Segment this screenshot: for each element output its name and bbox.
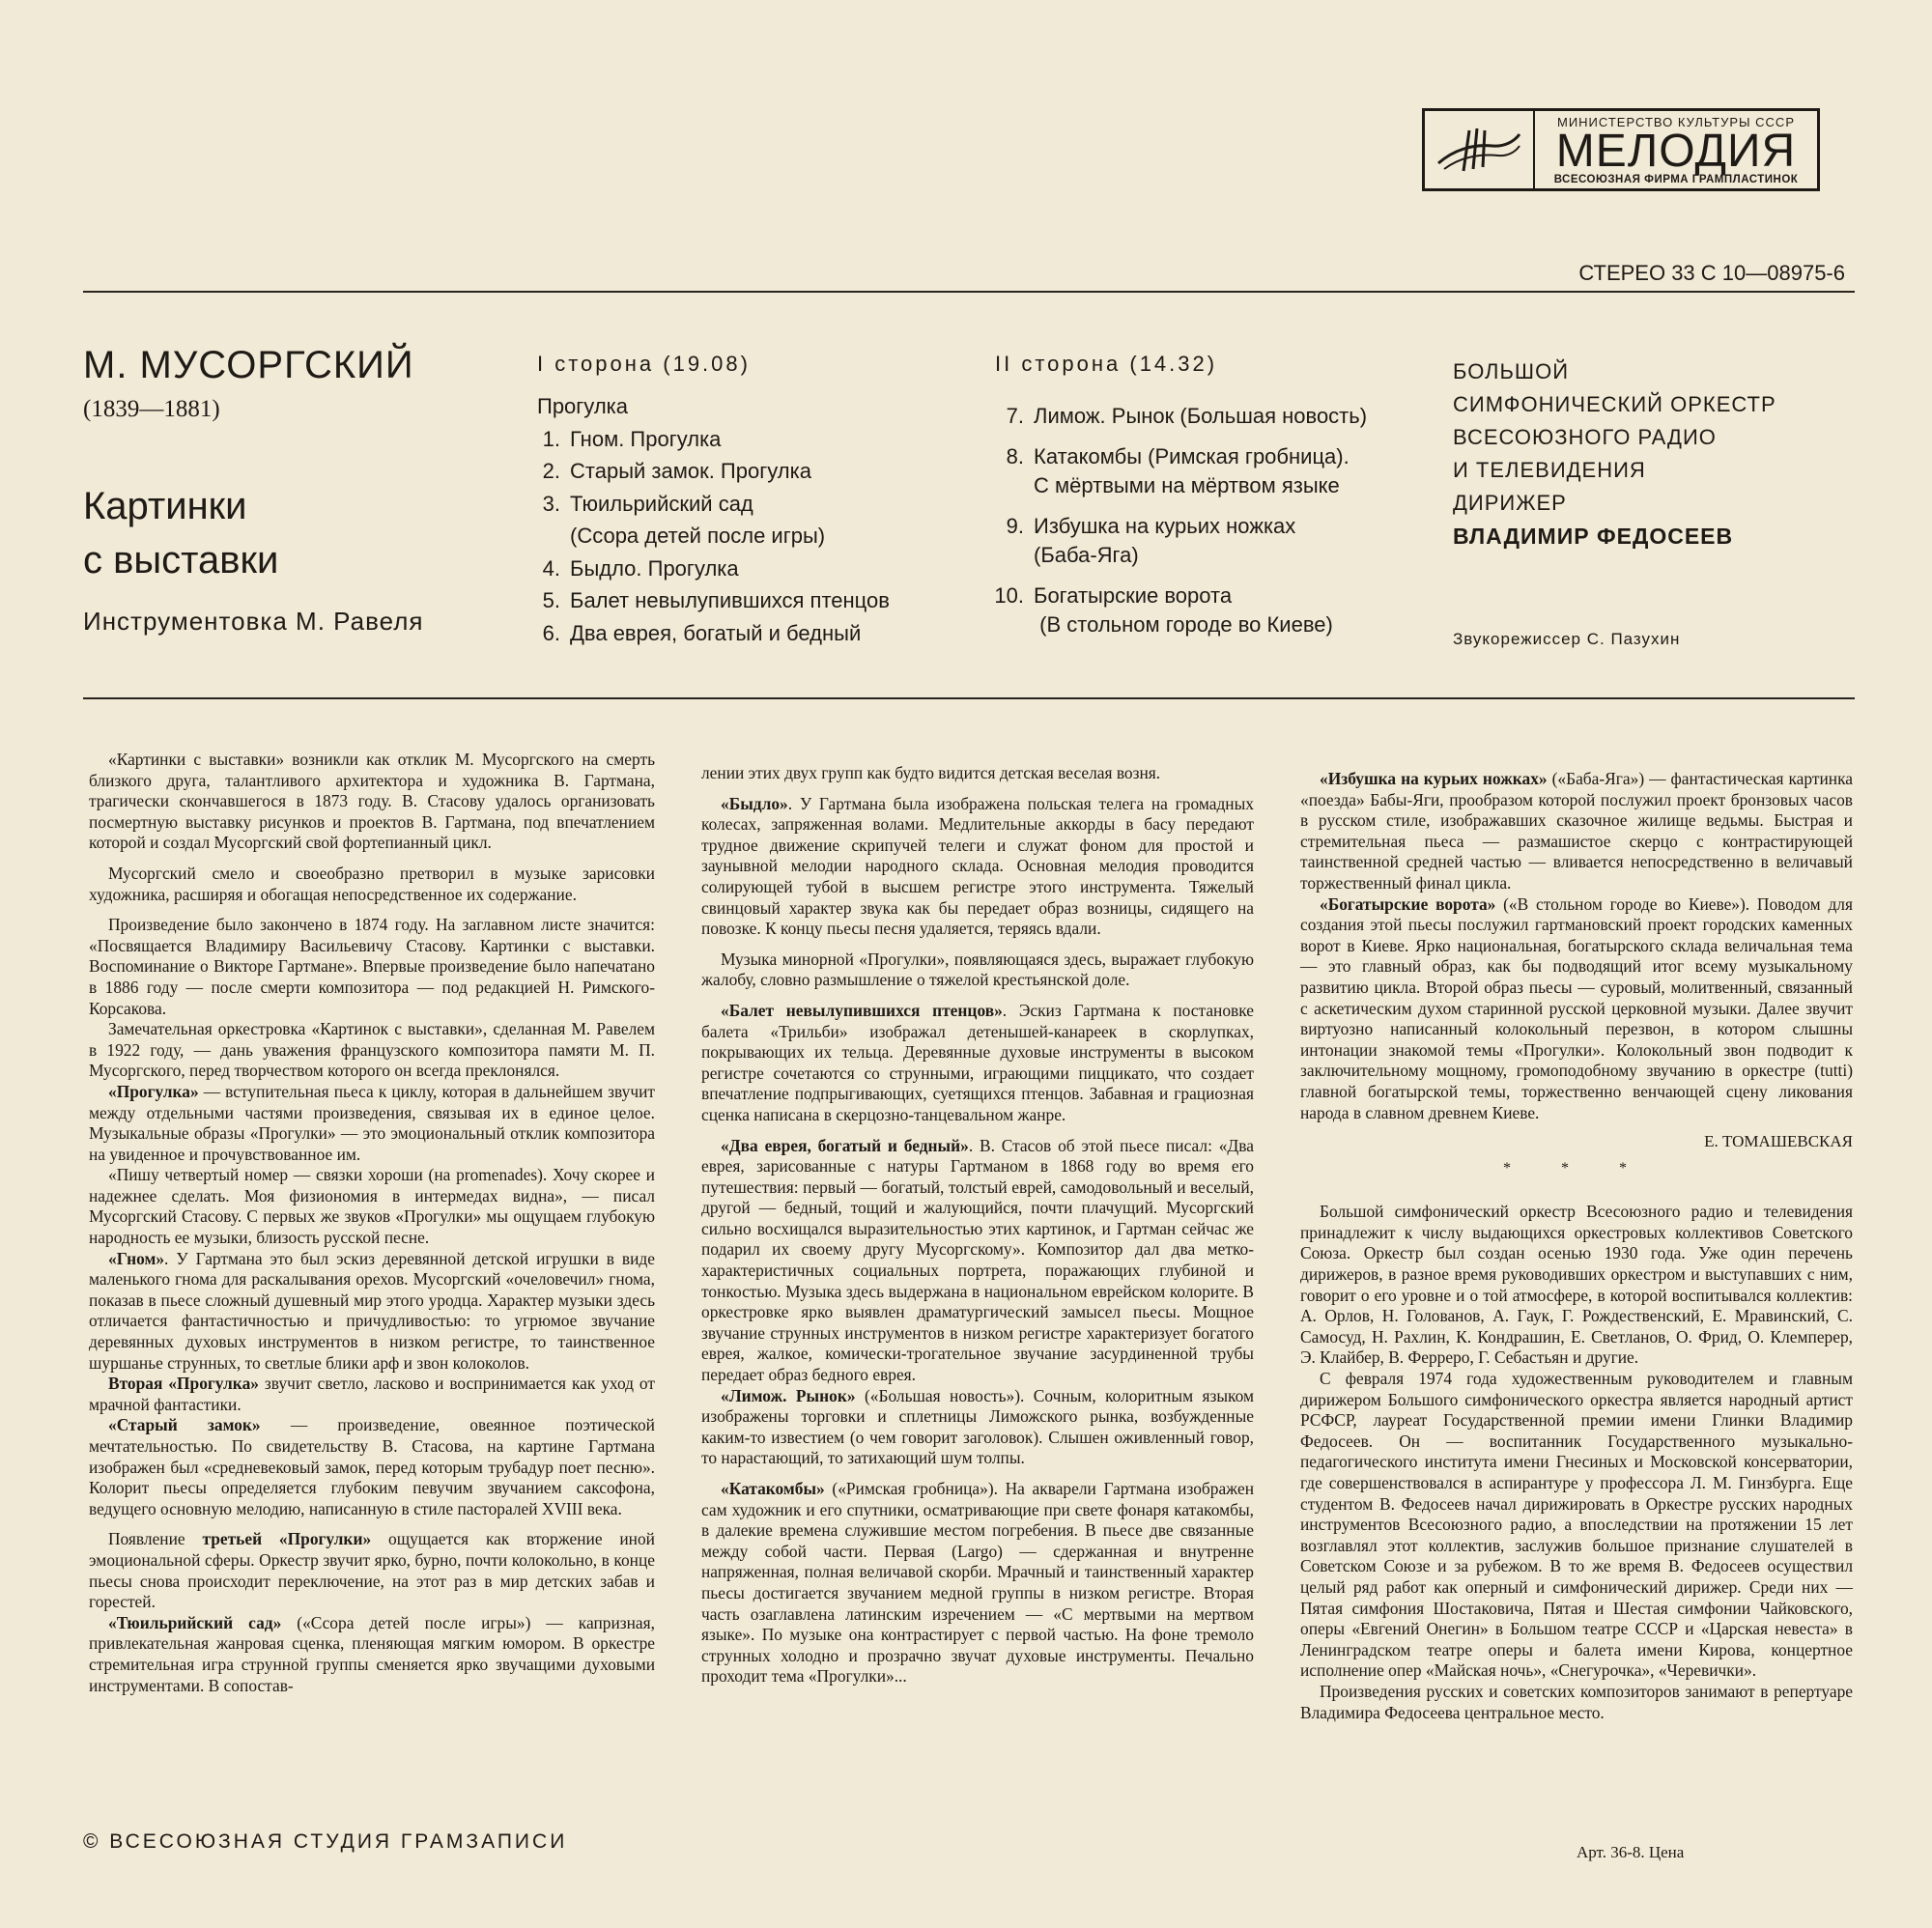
performer-line: И ТЕЛЕВИДЕНИЯ xyxy=(1453,458,1646,482)
copyright-notice: © ВСЕСОЮЗНАЯ СТУДИЯ ГРАМЗАПИСИ xyxy=(83,1830,568,1853)
text-column-1 xyxy=(89,750,655,1696)
side2-title: II сторона (14.32) xyxy=(995,352,1218,376)
track-item: 7. Лимож. Рынок (Большая новость) xyxy=(1006,404,1368,428)
track-item: 3. Тюильрийский сад (Ссора детей после игры) xyxy=(542,491,826,548)
text-column-3 xyxy=(1300,769,1853,1723)
top-divider xyxy=(83,291,1855,293)
track-item: 5. Балет невылупившихся птенцов xyxy=(542,588,890,612)
catalog-number: СТЕРЕО 33 С 10—08975-6 xyxy=(1578,261,1845,285)
paragraph: Большой симфонический оркестр Всесоюзного радио и телевидения принадлежит к числу выдающихся оркестровых коллективов Советского Союза. Оркестр был создан осенью 1930 года. Уже один перечень дирижеров, в разное время руководивших оркестром и выступавших с ним, говорит о его уровне и о той атмосфере, в которой воспитывался коллектив: А. Орлов, Н. Голованов, А. Гаук, Г. Рождественский, Е. Мравинский, С. Самосуд, Н. Рахлин, К. Кондрашин, Е. Светланов, О. Фрид, О. Клемперер, Э. Клайбер, В. Ферреро, Г. Себастьян и другие. xyxy=(1300,1202,1853,1368)
performer-line: ДИРИЖЕР xyxy=(1453,491,1567,515)
paragraph: Музыка минорной «Прогулки», появляющаяся здесь, выражает глубокую жалобу, словно размышление о тяжелой крестьянской доле. xyxy=(701,949,1254,990)
paragraph: С февраля 1974 года художественным руководителем и главным дирижером Большого симфонического оркестра является народный артист РСФСР, лауреат Государственной премии имени Глинки Владимир Федосеев. Он — воспитанник Государственного музыкально-педагогического института имени Гнесиных и Московской консерватории, где совершенствовался в аспирантуре у профессора Л. М. Гинзбурга. Еще студентом В. Федосеев начал дирижировать в Оркестре русских народных инструментов Всесоюзного радио, а впоследствии на протяжении 15 лет возглавлял этот коллектив, заслужив большое признание слушателей в Советском Союзе и за рубежом. В то же время В. Федосеев осуществил целый ряд работ как оперный и симфонический дирижер. Среди них — Пятая симфония Шостаковича, Пятая и Шестая симфонии Чайковского, оперы «Евгений Онегин» в Большом театре СССР и «Царская невеста» в Ленинградском театре оперы и балета имени Кирова, концертное исполнение опер «Майская ночь», «Снегурочка», «Черевички». xyxy=(1300,1369,1853,1681)
paragraph: «Быдло». У Гартмана была изображена польская телега на громадных колесах, запряженная волами. Медлительные аккорды в басу передают трудное движение скрипучей телеги и служат фоном для простой и заунывной мелодии народного склада. Основная мелодия проводится солирующей тубой в высшем регистре этого инструмента. Тяжелый свинцовый характер звука как бы передает образ возницы, сидящего на повозке. К концу пьесы песня удаляется, теряясь вдали. xyxy=(701,793,1254,939)
melodiya-logo xyxy=(1422,108,1820,191)
melodiya-mark-icon xyxy=(1425,111,1535,188)
text-column-3-orchestra xyxy=(1300,1202,1853,1723)
track-item: 10. Богатырские ворота (В стольном городе во Киеве) xyxy=(994,583,1333,637)
paragraph: «Лимож. Рынок» («Большая новость»). Сочным, колоритным языком изображены торговки и сплетницы Лиможского рынка, возбужденные каким-то известием (о чем говорит заголовок). Слышен оживленный говор, то нарастающий, то затихающий шум толпы. xyxy=(701,1385,1254,1468)
track-item: 9. Избушка на курьих ножках (Баба-Яга) xyxy=(1006,514,1296,567)
work-title-line1: Картинки xyxy=(83,485,247,527)
paragraph: «Гном». У Гартмана это был эскиз деревянной детской игрушки в виде маленького гнома для раскалывания орехов. Мусоргский «очеловечил» гнома, показав в пьесе сложный душевный мир этого уродца. Характер музыки здесь отличается фантастичностью и причудливостью: то угрюмое звучание деревянных духовых инструментов в низком регистре, то таинственное шуршанье струнных, то светлые блики арф и звон колоколов. xyxy=(89,1248,655,1373)
composer-name: М. МУСОРГСКИЙ xyxy=(83,344,414,386)
work-title xyxy=(83,479,278,587)
logo-brand: МЕЛОДИЯ xyxy=(1555,125,1797,177)
paragraph: Вторая «Прогулка» звучит светло, ласково и воспринимается как уход от мрачной фантастики. xyxy=(89,1374,655,1414)
side1-title: I сторона (19.08) xyxy=(537,352,751,376)
side1-intro: Прогулка xyxy=(537,394,629,418)
price-label: Арт. 36-8. Цена xyxy=(1577,1843,1685,1861)
track-item: 8. Катакомбы (Римская гробница). С мёртвыми на мёртвом языке xyxy=(1006,444,1350,497)
text-column-3-notes xyxy=(1300,769,1853,1123)
side1-tracklist xyxy=(537,390,890,649)
paragraph: «Пишу четвертый номер — связки хороши (на promenades). Хочу скорее и надежнее сделать. Моя физиономия в интермедах видна», — писал Мусоргский Стасову. С первых же звуков «Прогулки» мы ощущаем глубокую народность ее музыки, близость русской песне. xyxy=(89,1165,655,1248)
text-column-2 xyxy=(701,763,1254,1687)
track-item: 2. Старый замок. Прогулка xyxy=(542,459,811,483)
paragraph: Появление третьей «Прогулки» ощущается как вторжение иной эмоциональной сферы. Оркестр звучит ярко, бурно, почти колокольно, в конце пьесы снова происходит переключение, на этот раз в мир детских забав и горестей. xyxy=(89,1529,655,1612)
side2-tracklist xyxy=(985,402,1367,651)
paragraph: «Картинки с выставки» возникли как отклик М. Мусоргского на смерть близкого друга, талантливого архитектора и художника В. Гартмана, трагически скончавшегося в 1873 году. В. Стасову удалось организовать посмертную выставку рисунков и проектов В. Гартмана, под впечатлением которой и создал Мусоргский свой фортепианный цикл. xyxy=(89,750,655,853)
paragraph: «Тюильрийский сад» («Ссора детей после игры») — капризная, привлекательная жанровая сценка, пленяющая мягким юмором. В оркестре стремительная игра струнной группы сменяется ярко звучащими духовыми инструментами. В сопостав- xyxy=(89,1612,655,1695)
paragraph: Мусоргский смело и своеобразно претворил в музыке зарисовки художника, расширяя и обогащая непосредственное их содержание. xyxy=(89,863,655,904)
track-item: 4. Быдло. Прогулка xyxy=(542,555,739,581)
paragraph: «Старый замок» — произведение, овеянное поэтической мечтательностью. По свидетельству В. Стасова, на картине Гартмана изображен был «средневековый замок, перед которым трубадур поет песню». Колорит пьесы определяется глубоким певучим звучанием саксофона, ведущего основную мелодию, написанную в стиле пасторалей XVIII века. xyxy=(89,1415,655,1518)
performer-line: БОЛЬШОЙ xyxy=(1453,359,1570,383)
performer-line: ВСЕСОЮЗНОГО РАДИО xyxy=(1453,425,1717,449)
sound-engineer: Звукорежиссер С. Пазухин xyxy=(1453,630,1681,648)
paragraph: «Богатырские ворота» («В стольном городе во Киеве»). Поводом для создания этой пьесы послужил гартмановский проект городских каменных ворот в Киеве. Ярко национальная, богатырского склада величальная тема — это главный образ, как бы подводящий итог всему музыкальному развитию цикла. Второй образ пьесы — суровый, молитвенный, связанный с аскетическим духом старинной русской церковной музыки. Далее звучит виртуозно написанный колокольный перезвон, в котором слышны интонации знакомой темы «Прогулки». Колокольный звон подводит к заключительному мощному, громоподобному звучанию в оркестре (tutti) главной богатырской темы, торжественно венчающей сцену ликования народа в славном древнем Киеве. xyxy=(1300,893,1853,1122)
paragraph: лении этих двух групп как будто видится детская веселая возня. xyxy=(701,763,1161,782)
paragraph: «Прогулка» — вступительная пьеса к циклу, которая в дальнейшем звучит между отдельными частями произведения, связывая их в единое целое. Музыкальные образы «Прогулки» — это эмоциональный отклик композитора на увиденное и прочувствованное им. xyxy=(89,1081,655,1164)
composer-years: (1839—1881) xyxy=(83,396,220,422)
paragraph: «Катакомбы» («Римская гробница»). На акварели Гартмана изображен сам художник и его спутники, осматривающие при свете фонаря катакомбы, в далекие времена служившие местом погребения. В пьесе две связанные между собой части. Первая (Largo) — сдержанная и внутренне напряженная, полная величавой скорби. Мрачный и таинственный характер пьесы достигается звучанием медной группы в низком регистре. Вторая часть озаглавлена латинским изречением — «С мертвыми на мертвом языке». По музыке она контрастирует с первой частью. На фоне тремоло струнных холодно и прозрачно звучат духовые инструменты. Печально проходит тема «Прогулки»... xyxy=(701,1479,1254,1687)
section-stars: * * * xyxy=(1503,1159,1650,1177)
track-item: 1. Гном. Прогулка xyxy=(542,426,722,451)
paragraph: «Два еврея, богатый и бедный». В. Стасов об этой пьесе писал: «Два еврея, зарисованные с натуры Гартманом в 1868 году во время его путешествия: первый — богатый, толстый еврей, самодовольный и веселый, другой — бедный, тощий и жалующийся, почти плачущий. Мусоргский сильно восхищался выразительностью этих картинок, и Гартман сейчас же подарил их своему другу Мусоргскому». Композитор дал два метко-характеристичных социальных портрета, поражающих глубиной и тонкостью. Музыка здесь выдержана в национальном еврейском колорите. В оркестровке ярко выявлен драматургический замысел пьесы. Мощное звучание струнных инструментов в низком регистре характеризует богатого еврея, жалкое, комически-трогательное звучание засурдиненной трубы передает образ бедного еврея. xyxy=(701,1135,1254,1385)
paragraph: «Балет невылупившихся птенцов». Эскиз Гартмана к постановке балета «Трильби» изображал детенышей-канареек в скорлупках, покрывающих их тельца. Деревянные духовые инструменты в высоком регистре сочетаются со струнными, играющими пиццикато, что создает впечатление подпрыгивающих, суетящихся птенцов. Забавная и грациозная сценка написана в скерцозно-танцевальном жанре. xyxy=(701,1000,1254,1124)
notes-author: Е. ТОМАШЕВСКАЯ xyxy=(1704,1132,1853,1151)
paragraph: Произведения русских и советских композиторов занимают в репертуаре Владимира Федосеева центральное место. xyxy=(1300,1681,1853,1722)
middle-divider xyxy=(83,697,1855,699)
conductor-name: ВЛАДИМИР ФЕДОСЕЕВ xyxy=(1453,524,1734,549)
paragraph: Замечательная оркестровка «Картинок с выставки», сделанная М. Равелем в 1922 году, — дань уважения французского композитора памяти М. П. Мусоргского, перед творчеством которого он всегда преклонялся. xyxy=(89,1019,655,1081)
performers-block xyxy=(1453,355,1776,553)
performer-line: СИМФОНИЧЕСКИЙ ОРКЕСТР xyxy=(1453,392,1776,416)
orchestration-credit: Инструментовка М. Равеля xyxy=(83,607,424,636)
work-title-line2: с выставки xyxy=(83,539,279,581)
logo-ministry: МИНИСТЕРСТВО КУЛЬТУРЫ СССР xyxy=(1557,114,1795,129)
logo-firm: ВСЕСОЮЗНАЯ ФИРМА ГРАМПЛАСТИНОК xyxy=(1553,173,1799,185)
paragraph: «Избушка на курьих ножках» («Баба-Яга») — фантастическая картинка «поезда» Бабы-Яги, прообразом которой послужил проект бронзовых часов в русском стиле, изображавших сказочное жилище ведьмы. Быстрая и стремительная пьеса — размашистое скерцо с контрастирующей таинственной средней частью — вливается непосредственно в величавый торжественный финал цикла. xyxy=(1300,769,1853,893)
paragraph: Произведение было закончено в 1874 году. На заглавном листе значится: «Посвящается Владимиру Васильевичу Стасову. Картинки с выставки. Воспоминание о Викторе Гартмане». Впервые произведение было напечатано в 1886 году — после смерти композитора — под редакцией Н. Римского-Корсакова. xyxy=(89,915,655,1018)
track-item: 6. Два еврея, богатый и бедный xyxy=(542,620,862,645)
